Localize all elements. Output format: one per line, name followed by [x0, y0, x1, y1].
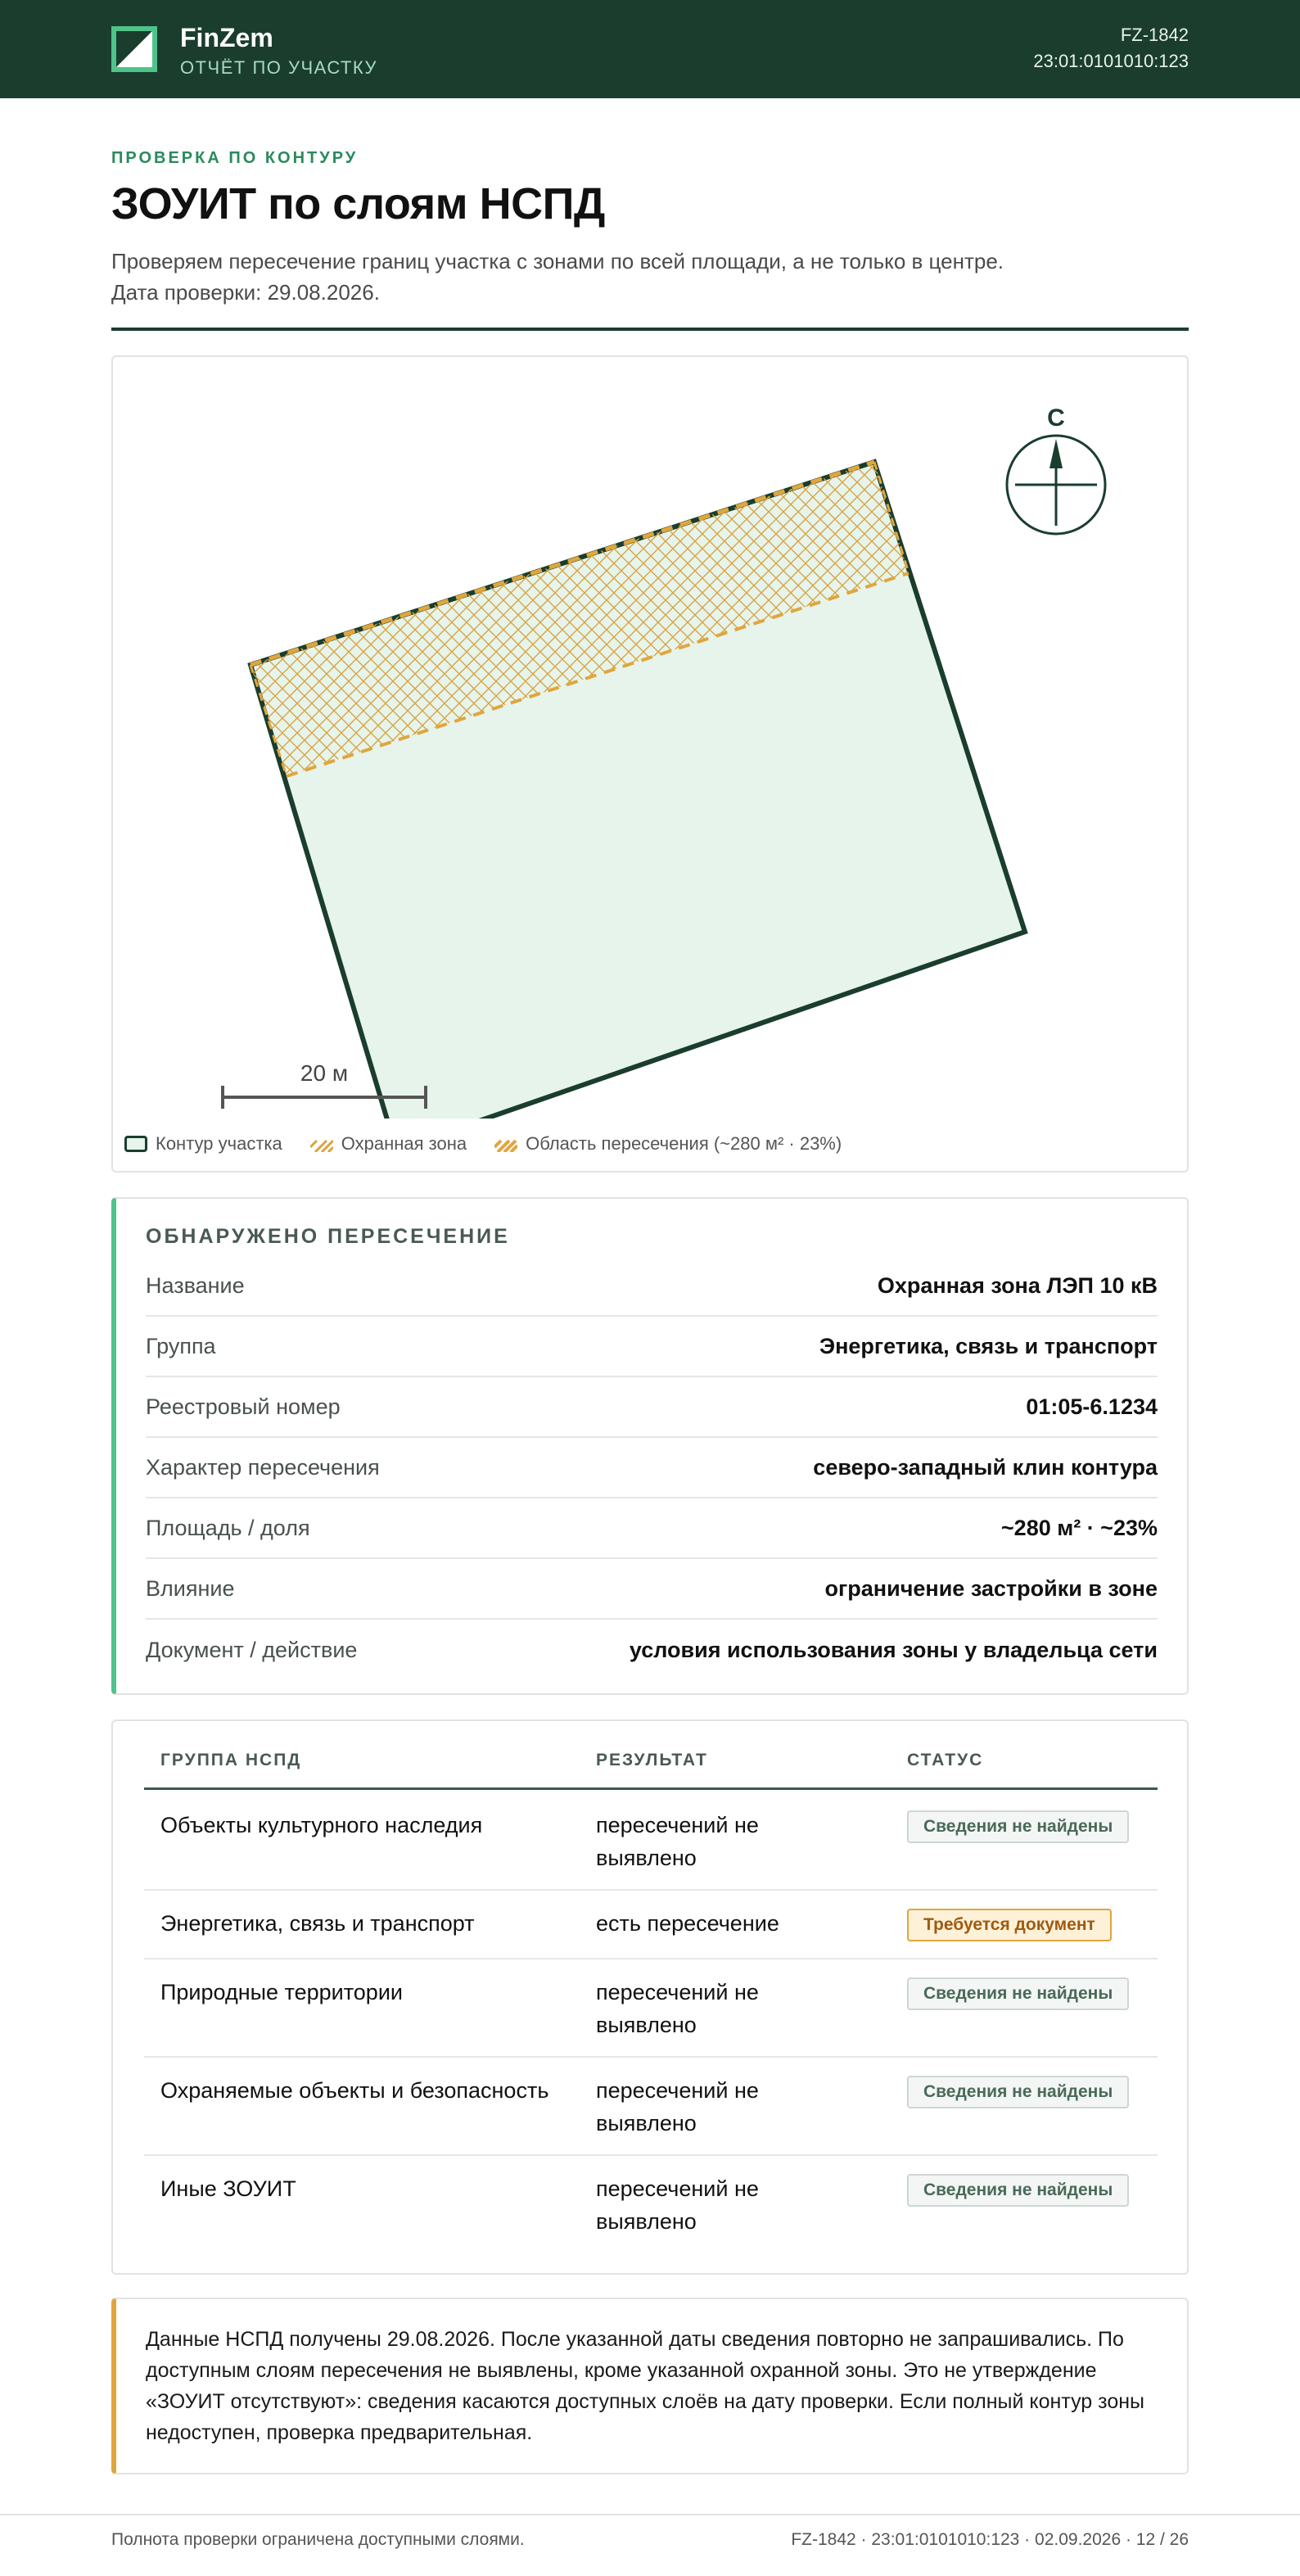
- title-divider: [111, 328, 1189, 331]
- row-group: Энергетика, связь и транспорт: [160, 1911, 475, 1936]
- row-result: пересечений не выявлено: [596, 1813, 759, 1870]
- note-text: Данные НСПД получены 29.08.2026. После указанной даты сведения повторно не запрашивались. По доступным слоям пересечения не выявлены, кроме указанной охранной зоны. Это не утверждение «ЗОУИТ отсутствуют»: сведения касаются доступных слоёв на дату проверки. Если полный контур зоны недоступен, проверка предварительная.: [146, 2328, 1145, 2444]
- lead-description: Проверяем пересечение границ участка с зонами по всей площади, а не только в центре.: [111, 249, 1004, 273]
- lead-text: [111, 246, 1192, 308]
- table-row: [144, 2156, 1158, 2254]
- parcel-map: [113, 357, 1189, 1127]
- report-header: [0, 0, 1300, 98]
- intersection-hatch-swatch-icon: [494, 1136, 517, 1152]
- contour-swatch-icon: [124, 1136, 147, 1152]
- table-row: [144, 2058, 1158, 2156]
- detail-label: Документ / действие: [146, 1637, 358, 1662]
- detail-label: Реестровый номер: [146, 1394, 341, 1419]
- footer-disclaimer: Полнота проверки ограничена доступными слоями.: [111, 2530, 525, 2549]
- detail-value: Охранная зона ЛЭП 10 кВ: [877, 1272, 1158, 1298]
- detail-value: 01:05-6.1234: [1026, 1394, 1158, 1419]
- row-group: Охраняемые объекты и безопасность: [160, 2078, 549, 2103]
- detail-row-registry: [146, 1377, 1158, 1438]
- legend-contour-label: Контур участка: [156, 1133, 282, 1154]
- legend-zone: [310, 1133, 467, 1155]
- detail-label: Группа: [146, 1333, 216, 1358]
- row-group: Объекты культурного наследия: [160, 1813, 483, 1837]
- detail-label: Название: [146, 1272, 245, 1298]
- row-group: Природные территории: [160, 1980, 403, 2004]
- cadastral-number: 23:01:0101010:123: [1033, 51, 1189, 71]
- legend-intersection-label: Область пересечения (~280 м² · 23%): [526, 1133, 842, 1154]
- north-label: С: [1047, 404, 1065, 432]
- table-row: [144, 1959, 1158, 2058]
- finzem-logo-icon: [111, 26, 157, 72]
- brand-name: FinZem: [180, 23, 273, 52]
- detail-value: ~280 м² · ~23%: [1000, 1515, 1158, 1540]
- legend-zone-label: Охранная зона: [341, 1133, 467, 1154]
- column-header-group: ГРУППА НСПД: [160, 1751, 302, 1769]
- map-legend: [124, 1133, 842, 1155]
- page-title: ЗОУИТ по слоям НСПД: [111, 179, 605, 228]
- row-result: есть пересечение: [596, 1911, 779, 1936]
- detail-row-document: [146, 1620, 1158, 1680]
- brand-subtitle: ОТЧЁТ ПО УЧАСТКУ: [180, 57, 377, 78]
- zone-hatch-swatch-icon: [310, 1136, 333, 1152]
- column-header-result: РЕЗУЛЬТАТ: [596, 1751, 708, 1769]
- check-date: Дата проверки: 29.08.2026.: [111, 280, 380, 305]
- data-source-note: [111, 2298, 1189, 2474]
- detail-row-name: [146, 1256, 1158, 1317]
- legend-intersection: [494, 1133, 842, 1155]
- status-badge: Сведения не найдены: [907, 1810, 1129, 1843]
- compass-icon: [1007, 436, 1105, 534]
- status-badge: Требуется документ: [907, 1909, 1112, 1941]
- status-badge: Сведения не найдены: [907, 2174, 1129, 2207]
- legend-contour: [124, 1133, 282, 1155]
- scale-label: 20 м: [300, 1060, 349, 1086]
- table-row: [144, 1792, 1158, 1891]
- status-badge: Сведения не найдены: [907, 1977, 1129, 2010]
- row-result: пересечений не выявлено: [596, 2078, 759, 2135]
- detail-label: Площадь / доля: [146, 1515, 310, 1540]
- detail-row-group: [146, 1317, 1158, 1377]
- document-id: FZ-1842: [1120, 25, 1189, 45]
- section-eyebrow: ПРОВЕРКА ПО КОНТУРУ: [111, 149, 359, 167]
- detail-value: ограничение застройки в зоне: [824, 1575, 1158, 1601]
- intersection-title: ОБНАРУЖЕНО ПЕРЕСЕЧЕНИЕ: [146, 1225, 510, 1248]
- detail-row-impact: [146, 1559, 1158, 1620]
- detail-row-area: [146, 1498, 1158, 1559]
- detail-value: Энергетика, связь и транспорт: [819, 1333, 1158, 1358]
- column-header-status: СТАТУС: [907, 1751, 984, 1769]
- detail-value: северо-западный клин контура: [813, 1454, 1158, 1480]
- table-header: [144, 1751, 1158, 1790]
- table-row: [144, 1891, 1158, 1959]
- parcel-map-card: [111, 355, 1189, 1173]
- detail-label: Влияние: [146, 1575, 235, 1601]
- footer-page-info: FZ-1842 · 23:01:0101010:123 · 02.09.2026 · 12 / 26: [791, 2530, 1189, 2549]
- detail-row-character: [146, 1438, 1158, 1498]
- footer-divider: [0, 2514, 1300, 2515]
- status-badge: Сведения не найдены: [907, 2076, 1129, 2108]
- row-result: пересечений не выявлено: [596, 1980, 759, 2037]
- nspd-groups-table: [111, 1720, 1189, 2275]
- row-result: пересечений не выявлено: [596, 2176, 759, 2234]
- detail-value: условия использования зоны у владельца сети: [629, 1637, 1158, 1662]
- detail-label: Характер пересечения: [146, 1454, 380, 1480]
- row-group: Иные ЗОУИТ: [160, 2176, 296, 2201]
- intersection-card: [111, 1197, 1189, 1695]
